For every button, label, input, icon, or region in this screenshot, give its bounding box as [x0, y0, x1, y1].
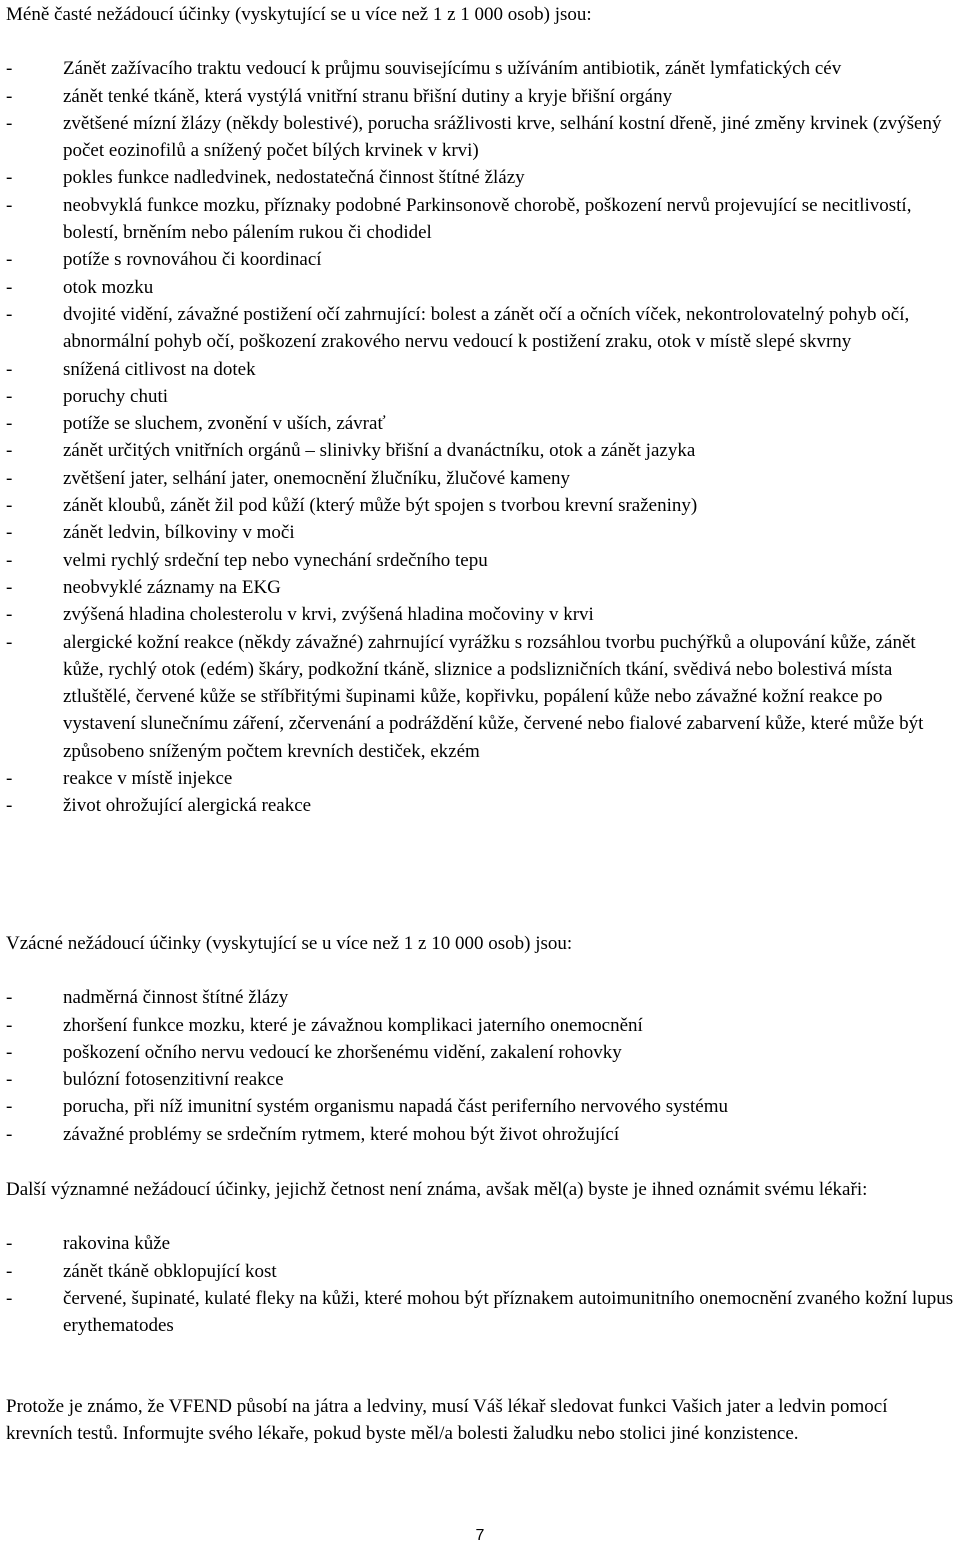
- list-dash: -: [6, 604, 13, 626]
- list-item-text: závažné problémy se srdečním rytmem, které mohou být život ohrožující: [63, 1123, 620, 1145]
- list-item-text: potíže se sluchem, zvonění v uších, závrať: [63, 413, 386, 435]
- list-dash: -: [6, 576, 13, 598]
- list-dash: -: [6, 85, 13, 107]
- closing-section: [6, 1393, 954, 1448]
- list-item: [6, 83, 954, 110]
- list-item: [6, 601, 954, 628]
- list-item: [6, 1230, 954, 1257]
- list-item-text: otok mozku: [63, 276, 154, 298]
- list-item-text: alergické kožní reakce (někdy závažné) zahrnující vyrážku s rozsáhlou tvorbu puchýřků a olupování kůže, zánět kůže, rychlý otok (edém) škáry, podkožní tkáně, sliznice a podslizničních tkání, svědivá nebo bolestivá místa ztluštělé, červené kůže se stříbřitými šupinami kůže, kopřivku, popálení kůže nebo závažné kožní reakce po vystavení slunečnímu záření, zčervenání a podráždění kůže, červené nebo fialové zabarvení kůže, které může být způsobeno sníženým počtem krevních destiček, ekzém: [63, 631, 924, 762]
- list-dash: -: [6, 385, 13, 407]
- list-item: [6, 164, 954, 191]
- list-item: [6, 246, 954, 273]
- list-item: [6, 1012, 954, 1039]
- list-item: [6, 55, 954, 82]
- section-heading: Další významné nežádoucí účinky, jejichž četnost není známa, avšak měl(a) byste je ihned oznámit svému lékaři:: [6, 1179, 868, 1200]
- list-item: [6, 765, 954, 792]
- list-item-text: zhoršení funkce mozku, které je závažnou komplikaci jaterního onemocnění: [63, 1014, 643, 1036]
- list-dash: -: [6, 1123, 13, 1145]
- list-item: [6, 110, 954, 165]
- list-dash: -: [6, 194, 13, 216]
- list-dash: -: [6, 413, 13, 435]
- page-number: 7: [475, 1527, 485, 1544]
- list-item-text: neobvyklé záznamy na EKG: [63, 576, 281, 598]
- list-item: [6, 465, 954, 492]
- list-dash: -: [6, 495, 13, 517]
- list-item-text: zánět tkáně obklopující kost: [63, 1260, 277, 1282]
- list-dash: -: [6, 522, 13, 544]
- list-item-text: pokles funkce nadledvinek, nedostatečná činnost štítné žlázy: [63, 167, 525, 189]
- list-dash: -: [6, 358, 13, 380]
- list-item-text: bulózní fotosenzitivní reakce: [63, 1069, 284, 1091]
- list-dash: -: [6, 167, 13, 189]
- list-item: [6, 519, 954, 546]
- side-effects-list: [6, 984, 954, 1148]
- list-dash: -: [6, 549, 13, 571]
- list-item-text: zánět tenké tkáně, která vystýlá vnitřní stranu břišní dutiny a kryje břišní orgány: [63, 85, 673, 107]
- list-item: [6, 192, 954, 247]
- list-dash: -: [6, 1041, 13, 1063]
- list-item: [6, 629, 954, 765]
- list-item-text: zvětšené mízní žlázy (někdy bolestivé), porucha srážlivosti krve, selhání kostní dřeně, jiné změny krvinek (zvýšený počet eozinofilů a snížený počet bílých krvinek v krvi): [63, 112, 942, 162]
- list-dash: -: [6, 1069, 13, 1091]
- list-dash: -: [6, 303, 13, 325]
- list-item-text: rakovina kůže: [63, 1233, 171, 1255]
- list-dash: -: [6, 987, 13, 1009]
- list-item-text: poškození očního nervu vedoucí ke zhoršenému vidění, zakalení rohovky: [63, 1041, 622, 1063]
- list-item-text: neobvyklá funkce mozku, příznaky podobné Parkinsonově chorobě, poškození nervů projevující se necitlivostí, bolestí, brněním nebo pálením rukou či chodidel: [63, 194, 912, 244]
- list-item-text: Zánět zažívacího traktu vedoucí k průjmu souvisejícímu s užíváním antibiotik, zánět lymfatických cév: [63, 58, 842, 80]
- list-item-text: dvojité vidění, závažné postižení očí zahrnující: bolest a zánět očí a očních víček, nekontrolovatelný pohyb očí, abnormální pohyb očí, poškození zrakového nervu vedoucí k postižení zraku, otok v místě slepé skvrny: [63, 303, 910, 353]
- section-uncommon-side-effects: [6, 1, 954, 820]
- list-item-text: velmi rychlý srdeční tep nebo vynechání srdečního tepu: [63, 549, 488, 571]
- list-item-text: reakce v místě injekce: [63, 768, 233, 790]
- list-item-text: nadměrná činnost štítné žlázy: [63, 987, 289, 1009]
- list-item: [6, 437, 954, 464]
- list-item-text: snížená citlivost na dotek: [63, 358, 256, 380]
- list-item: [6, 1039, 954, 1066]
- list-item: [6, 1066, 954, 1093]
- list-item: [6, 1285, 954, 1340]
- list-item: [6, 1258, 954, 1285]
- list-item-text: poruchy chuti: [63, 385, 169, 407]
- list-item: [6, 274, 954, 301]
- list-dash: -: [6, 1287, 13, 1309]
- list-item-text: zánět ledvin, bílkoviny v moči: [63, 522, 295, 544]
- list-item: [6, 356, 954, 383]
- list-item: [6, 574, 954, 601]
- list-item-text: zánět určitých vnitřních orgánů – slinivky břišní a dvanáctníku, otok a zánět jazyka: [63, 440, 696, 462]
- list-dash: -: [6, 1014, 13, 1036]
- section-unknown-frequency-side-effects: [6, 1176, 954, 1339]
- list-dash: -: [6, 112, 13, 134]
- list-item-text: červené, šupinaté, kulaté fleky na kůži, které mohou být příznakem autoimunitního onemocnění zvaného kožní lupus erythematodes: [63, 1287, 954, 1337]
- list-dash: -: [6, 276, 13, 298]
- list-dash: -: [6, 1096, 13, 1118]
- list-dash: -: [6, 795, 13, 817]
- side-effects-list: [6, 1230, 954, 1339]
- list-dash: -: [6, 631, 13, 653]
- list-dash: -: [6, 1260, 13, 1282]
- list-item: [6, 383, 954, 410]
- list-item: [6, 547, 954, 574]
- list-dash: -: [6, 440, 13, 462]
- list-item: [6, 492, 954, 519]
- section-rare-side-effects: [6, 930, 954, 1148]
- list-item-text: porucha, při níž imunitní systém organismu napadá část periferního nervového systému: [63, 1096, 729, 1118]
- list-dash: -: [6, 1233, 13, 1255]
- section-heading: Vzácné nežádoucí účinky (vyskytující se u více než 1 z 10 000 osob) jsou:: [6, 933, 573, 954]
- list-item-text: zvětšení jater, selhání jater, onemocnění žlučníku, žlučové kameny: [63, 467, 571, 489]
- section-heading: Méně časté nežádoucí účinky (vyskytující se u více než 1 z 1 000 osob) jsou:: [6, 4, 592, 25]
- list-item-text: zánět kloubů, zánět žil pod kůží (který může být spojen s tvorbou krevní sraženiny): [63, 495, 698, 517]
- list-dash: -: [6, 58, 13, 80]
- list-item: [6, 984, 954, 1011]
- list-item-text: zvýšená hladina cholesterolu v krvi, zvýšená hladina močoviny v krvi: [63, 604, 594, 626]
- list-item: [6, 1093, 954, 1120]
- closing-paragraph: Protože je známo, že VFEND působí na játra a ledviny, musí Váš lékař sledovat funkci Vašich jater a ledvin pomocí krevních testů. Informujte svého lékaře, pokud byste měl/a bolesti žaludku nebo stolici jiné konzistence.: [6, 1396, 888, 1445]
- list-item-text: život ohrožující alergická reakce: [63, 795, 312, 817]
- list-dash: -: [6, 249, 13, 271]
- list-item-text: potíže s rovnováhou či koordinací: [63, 249, 322, 271]
- list-dash: -: [6, 467, 13, 489]
- list-item: [6, 792, 954, 819]
- list-item: [6, 410, 954, 437]
- list-item: [6, 1121, 954, 1148]
- list-dash: -: [6, 768, 13, 790]
- list-item: [6, 301, 954, 356]
- side-effects-list: [6, 55, 954, 819]
